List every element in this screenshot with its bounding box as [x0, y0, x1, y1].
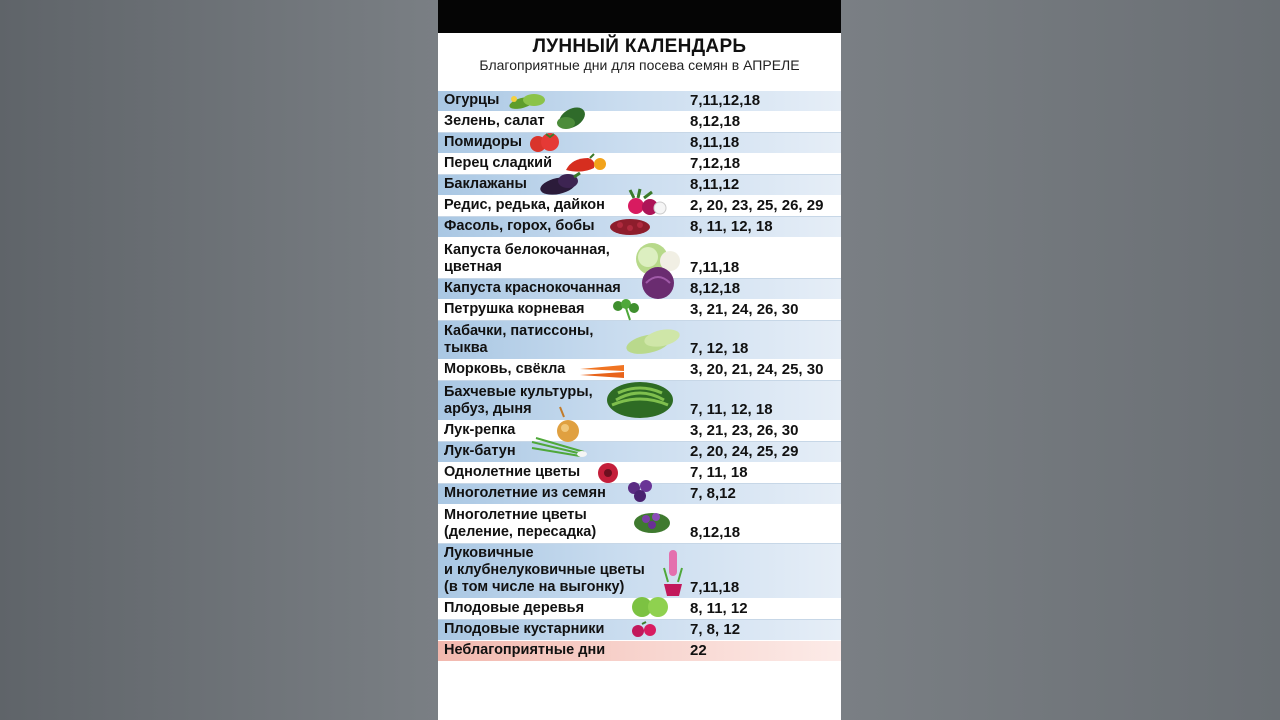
crop-name: Морковь, свёкла — [444, 361, 566, 377]
crop-name: Плодовые кустарники — [444, 621, 605, 637]
favorable-days: 7, 11, 18 — [690, 464, 748, 481]
favorable-days: 7, 12, 18 — [690, 340, 749, 357]
tomato-icon — [526, 130, 562, 154]
parsley-icon — [606, 298, 646, 322]
cucumber-icon — [506, 91, 548, 111]
top-black-bar — [438, 0, 841, 33]
favorable-days: 7,11,18 — [690, 259, 740, 276]
red-cabbage-icon — [636, 263, 682, 301]
crop-name: Петрушка корневая — [444, 301, 585, 317]
lunar-calendar-card — [438, 0, 841, 720]
crop-name: Луковичные и клубнелуковичные цветы (в том числе на выгонку) — [444, 545, 645, 595]
favorable-days: 8, 11, 12 — [690, 600, 748, 617]
favorable-days: 7,11,18 — [690, 579, 740, 596]
potted-violet-icon — [632, 507, 674, 543]
crop-name: Однолетние цветы — [444, 464, 581, 480]
zucchini-icon — [624, 324, 682, 358]
table-row — [438, 196, 841, 217]
left-background — [0, 0, 438, 720]
table-row — [438, 279, 841, 300]
crop-name: Баклажаны — [444, 176, 527, 192]
crop-name: Капуста белокочанная, цветная — [444, 242, 610, 275]
page-title: ЛУННЫЙ КАЛЕНДАРЬ — [532, 36, 747, 57]
favorable-days: 3, 21, 23, 26, 30 — [690, 422, 799, 439]
table-row — [438, 91, 841, 112]
eggplant-icon — [538, 171, 582, 197]
table-row — [438, 421, 841, 442]
apple-icon — [628, 593, 672, 619]
table-row — [438, 217, 841, 238]
table-row — [438, 442, 841, 463]
favorable-days: 7, 8, 12 — [690, 621, 741, 638]
table-row — [438, 321, 841, 360]
hyacinth-icon — [658, 546, 688, 598]
flower-icon — [592, 461, 624, 485]
favorable-days: 8,11,18 — [690, 134, 740, 151]
favorable-days: 8,12,18 — [690, 524, 741, 541]
green-onion-icon — [530, 436, 590, 462]
sowing-table — [438, 91, 841, 662]
crop-name: Капуста краснокочанная — [444, 280, 621, 296]
crop-name: Огурцы — [444, 92, 500, 108]
table-row — [438, 505, 841, 544]
table-row — [438, 300, 841, 321]
unfavorable-days: 22 — [690, 642, 707, 659]
crop-name: Плодовые деревья — [444, 600, 585, 616]
crop-name: Редис, редька, дайкон — [444, 197, 605, 213]
favorable-days: 7, 11, 12, 18 — [690, 401, 773, 418]
favorable-days: 8,12,18 — [690, 280, 741, 297]
favorable-days: 2, 20, 24, 25, 29 — [690, 443, 799, 460]
crop-name: Помидоры — [444, 134, 523, 150]
table-row — [438, 599, 841, 620]
table-row — [438, 544, 841, 599]
favorable-days: 2, 20, 23, 25, 26, 29 — [690, 197, 824, 214]
carrot-icon — [578, 361, 630, 381]
favorable-days: 3, 20, 21, 24, 25, 30 — [690, 361, 824, 378]
table-row — [438, 112, 841, 133]
violet-icon — [624, 478, 660, 504]
favorable-days: 7,12,18 — [690, 155, 741, 172]
favorable-days: 8,11,12 — [690, 176, 740, 193]
table-row — [438, 360, 841, 381]
radish-icon — [622, 188, 668, 218]
crop-name: Лук-батун — [444, 443, 516, 459]
table-row — [438, 154, 841, 175]
crop-name: Многолетние цветы (деление, пересадка) — [444, 507, 597, 540]
favorable-days: 8,12,18 — [690, 113, 741, 130]
lettuce-icon — [552, 103, 592, 133]
crop-name: Неблагоприятные дни — [444, 642, 606, 658]
page-subtitle: Благоприятные дни для посева семян в АПРЕЛЕ — [479, 57, 800, 73]
crop-name: Зелень, салат — [444, 113, 545, 129]
crop-name: Многолетние из семян — [444, 485, 606, 501]
crop-name: Перец сладкий — [444, 155, 552, 171]
crop-name: Лук-репка — [444, 422, 516, 438]
crop-name: Бахчевые культуры, арбуз, дыня — [444, 384, 593, 417]
right-background — [841, 0, 1280, 720]
crop-name: Кабачки, патиссоны, тыква — [444, 323, 594, 356]
raspberry-icon — [628, 621, 662, 639]
crop-name: Фасоль, горох, бобы — [444, 218, 595, 234]
table-row-unfavorable — [438, 641, 841, 662]
table-row — [438, 620, 841, 641]
favorable-days: 7,11,12,18 — [690, 92, 761, 109]
table-row — [438, 133, 841, 154]
favorable-days: 8, 11, 12, 18 — [690, 218, 773, 235]
table-row — [438, 484, 841, 505]
table-row — [438, 381, 841, 421]
beans-icon — [608, 218, 652, 236]
favorable-days: 7, 8,12 — [690, 485, 736, 502]
favorable-days: 3, 21, 24, 26, 30 — [690, 301, 799, 318]
watermelon-icon — [606, 381, 676, 421]
